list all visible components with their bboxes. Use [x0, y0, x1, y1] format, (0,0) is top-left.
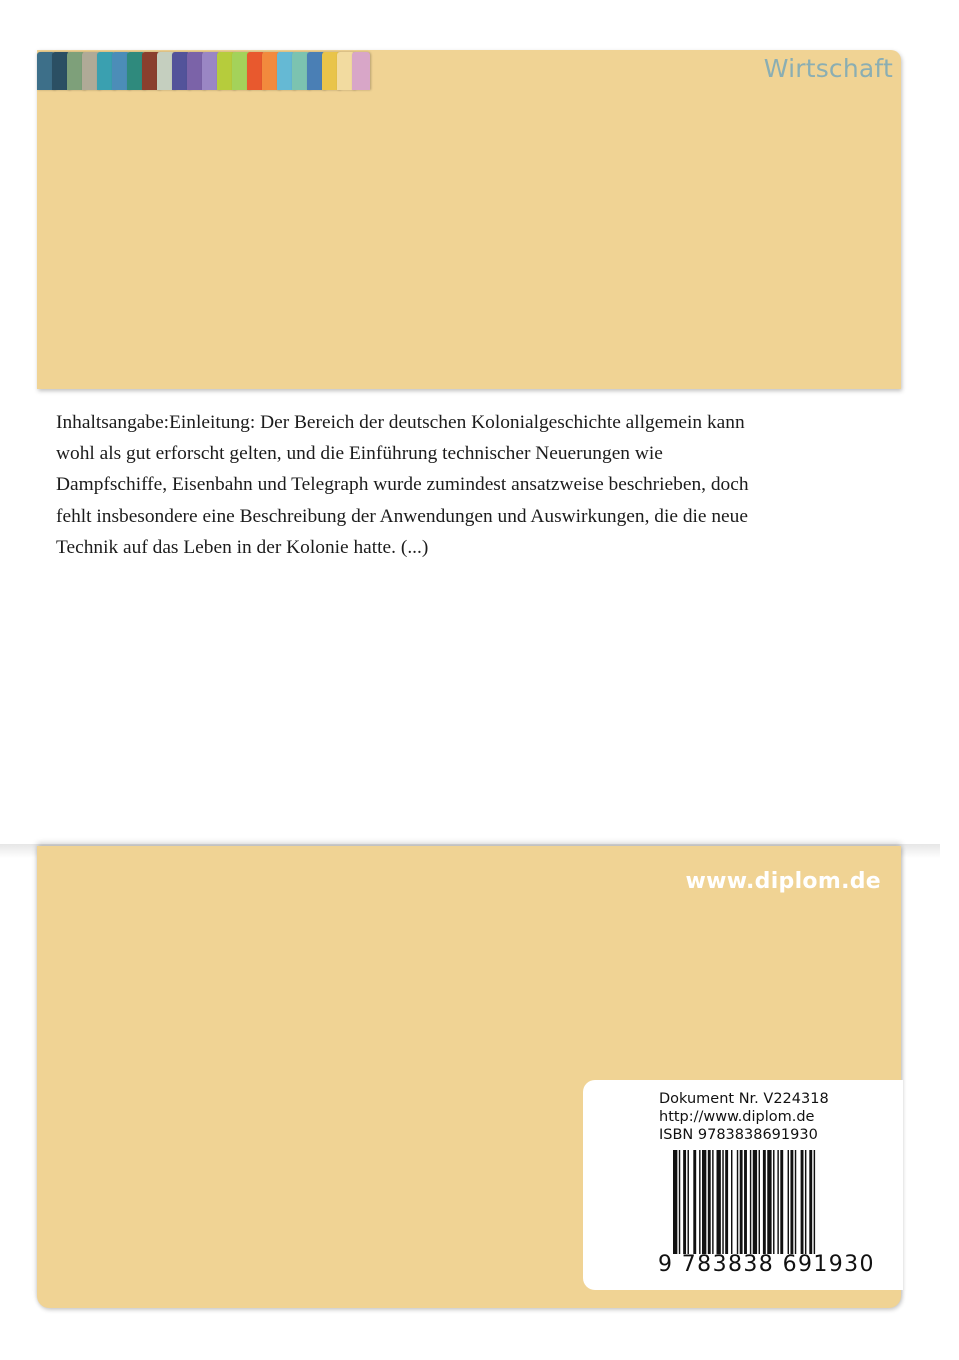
barcode-bar [679, 1150, 680, 1254]
barcode-bar [795, 1150, 796, 1254]
barcode-bar [814, 1150, 815, 1254]
website-label: www.diplom.de [685, 869, 881, 894]
barcode-bar [737, 1150, 738, 1254]
barcode-bar [763, 1150, 766, 1254]
barcode-bar [699, 1150, 700, 1254]
barcode-bar [767, 1150, 771, 1254]
barcode-bar [693, 1150, 696, 1254]
barcode-bar [725, 1150, 728, 1254]
color-tab [352, 52, 370, 90]
abstract-text: Inhaltsangabe:Einleitung: Der Bereich der deutschen Kolonialgeschichte allgemein kann wohl als gut erforscht gelten, und die Einführung technischer Neuerungen wie Dampfschiffe, Eisenbahn und Telegraph wurde zumindest ansatzweise beschrieben, doch fehlt insbesondere eine Beschreibung der Anwendungen und Auswirkungen, die die neue Technik auf das Leben in der Kolonie hatte. (...) [56, 412, 749, 558]
barcode-bar [744, 1150, 747, 1254]
barcode-bar [753, 1150, 757, 1254]
barcode-bar [788, 1150, 789, 1254]
barcode-bar [809, 1150, 812, 1254]
barcode-bar [712, 1150, 713, 1254]
barcode-image [673, 1150, 873, 1254]
color-tabs [37, 52, 367, 90]
barcode-bar [790, 1150, 793, 1254]
barcode-bar [750, 1150, 751, 1254]
document-number: Dokument Nr. V224318 [659, 1091, 829, 1107]
barcode-bar [688, 1150, 689, 1254]
cover-top-panel [37, 50, 901, 389]
barcode-bar [722, 1150, 723, 1254]
isbn-text: ISBN 9783838691930 [659, 1127, 818, 1143]
barcode-bar [801, 1150, 804, 1254]
barcode-bar [683, 1150, 686, 1254]
category-label: Wirtschaft [763, 54, 893, 83]
barcode-bar [773, 1150, 774, 1254]
barcode-box [583, 1080, 903, 1290]
publisher-url: http://www.diplom.de [659, 1109, 815, 1125]
barcode-bar [777, 1150, 778, 1254]
barcode-bar [731, 1150, 732, 1254]
barcode-bar [759, 1150, 760, 1254]
barcode-bar [702, 1150, 706, 1254]
barcode-digits: 9 783838 691930 [658, 1252, 875, 1277]
barcode-bar [708, 1150, 711, 1254]
barcode-bar [673, 1150, 677, 1254]
barcode-bar [780, 1150, 783, 1254]
barcode-bar [740, 1150, 743, 1254]
barcode-bar [717, 1150, 721, 1254]
barcode-bar [805, 1150, 806, 1254]
